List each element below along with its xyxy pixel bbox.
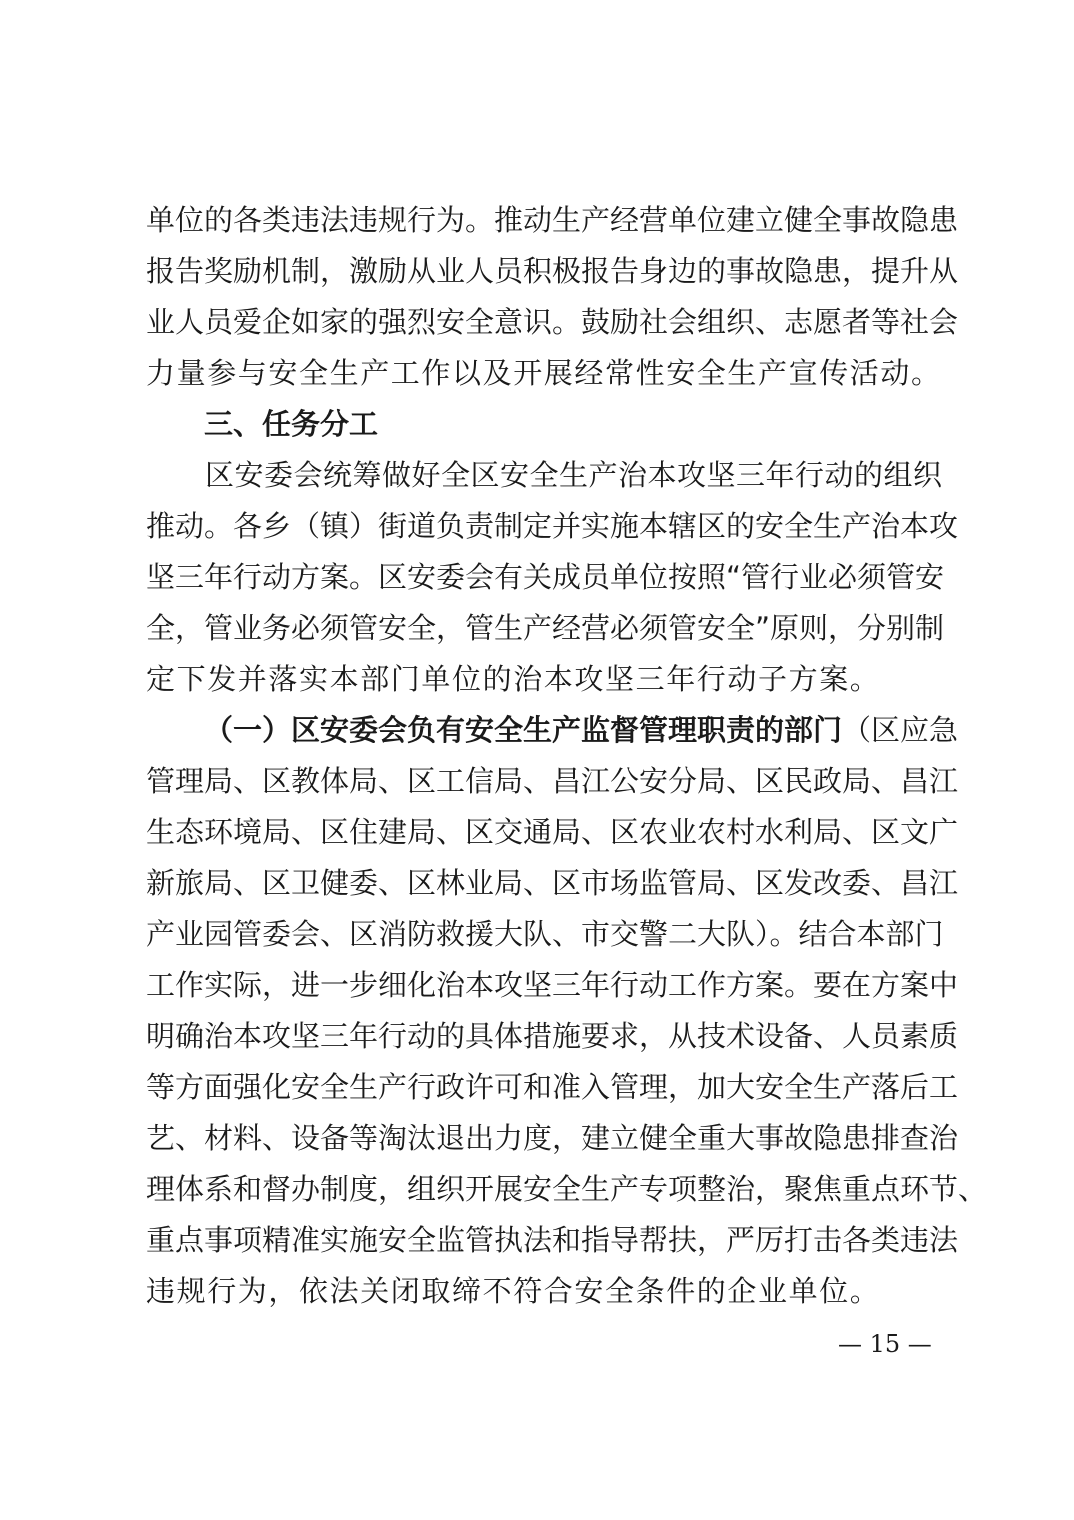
paragraph-3-line-10: 重点事项精准实施安全监管执法和指导帮扶，严厉打击各类违法 (146, 1223, 959, 1257)
paragraph-3-line-5: 工作实际，进一步细化治本攻坚三年行动工作方案。要在方案中 (146, 968, 959, 1002)
subsection-lead: （一）区安委会负有安全生产监督管理职责的部门 (204, 713, 843, 747)
paragraph-2-line-1: 区安委会统筹做好全区安全生产治本攻坚三年行动的组织 (146, 458, 942, 492)
paragraph-1-line-4: 力量参与安全生产工作以及开展经常性安全生产宣传活动。 (146, 356, 942, 390)
paragraph-3-line-8: 艺、材料、设备等淘汰退出力度，建立健全重大事故隐患排查治 (146, 1121, 959, 1155)
paragraph-3-line-7: 等方面强化安全生产行政许可和准入管理，加大安全生产落后工 (146, 1070, 959, 1104)
subsection-lead-rest: （区应急 (842, 713, 959, 747)
paragraph-2-line-2: 推动。各乡（镇）街道负责制定并实施本辖区的安全生产治本攻 (146, 509, 959, 543)
paragraph-2-line-4: 全，管业务必须管安全，管生产经营必须管安全”原则，分别制 (146, 611, 945, 645)
paragraph-3-line-1: 管理局、区教体局、区工信局、昌江公安分局、区民政局、昌江 (146, 764, 959, 798)
paragraph-3-line-3: 新旅局、区卫健委、区林业局、区市场监管局、区发改委、昌江 (146, 866, 959, 900)
paragraph-3-line-9: 理体系和督办制度，组织开展安全生产专项整治，聚焦重点环节、 (146, 1172, 988, 1206)
subsection-lead-line (204, 710, 959, 750)
paragraph-1-line-1: 单位的各类违法违规行为。推动生产经营单位建立健全事故隐患 (146, 203, 959, 237)
paragraph-1-line-3: 业人员爱企如家的强烈安全意识。鼓励社会组织、志愿者等社会 (146, 305, 959, 339)
paragraph-3-line-6: 明确治本攻坚三年行动的具体措施要求，从技术设备、人员素质 (146, 1019, 959, 1053)
page-number: — 15 — (838, 1330, 932, 1358)
paragraph-1-line-2: 报告奖励机制，激励从业人员积极报告身边的事故隐患，提升从 (146, 254, 959, 288)
paragraph-2-line-5: 定下发并落实本部门单位的治本攻坚三年行动子方案。 (146, 662, 881, 696)
section-heading: 三、任务分工 (204, 407, 379, 441)
paragraph-3-line-4: 产业园管委会、区消防救援大队、市交警二大队）。结合本部门 (146, 917, 944, 951)
paragraph-3-line-2: 生态环境局、区住建局、区交通局、区农业农村水利局、区文广 (146, 815, 959, 849)
paragraph-2-line-3: 坚三年行动方案。区安委会有关成员单位按照“管行业必须管安 (146, 560, 945, 594)
paragraph-3-line-11: 违规行为，依法关闭取缔不符合安全条件的企业单位。 (146, 1274, 881, 1308)
